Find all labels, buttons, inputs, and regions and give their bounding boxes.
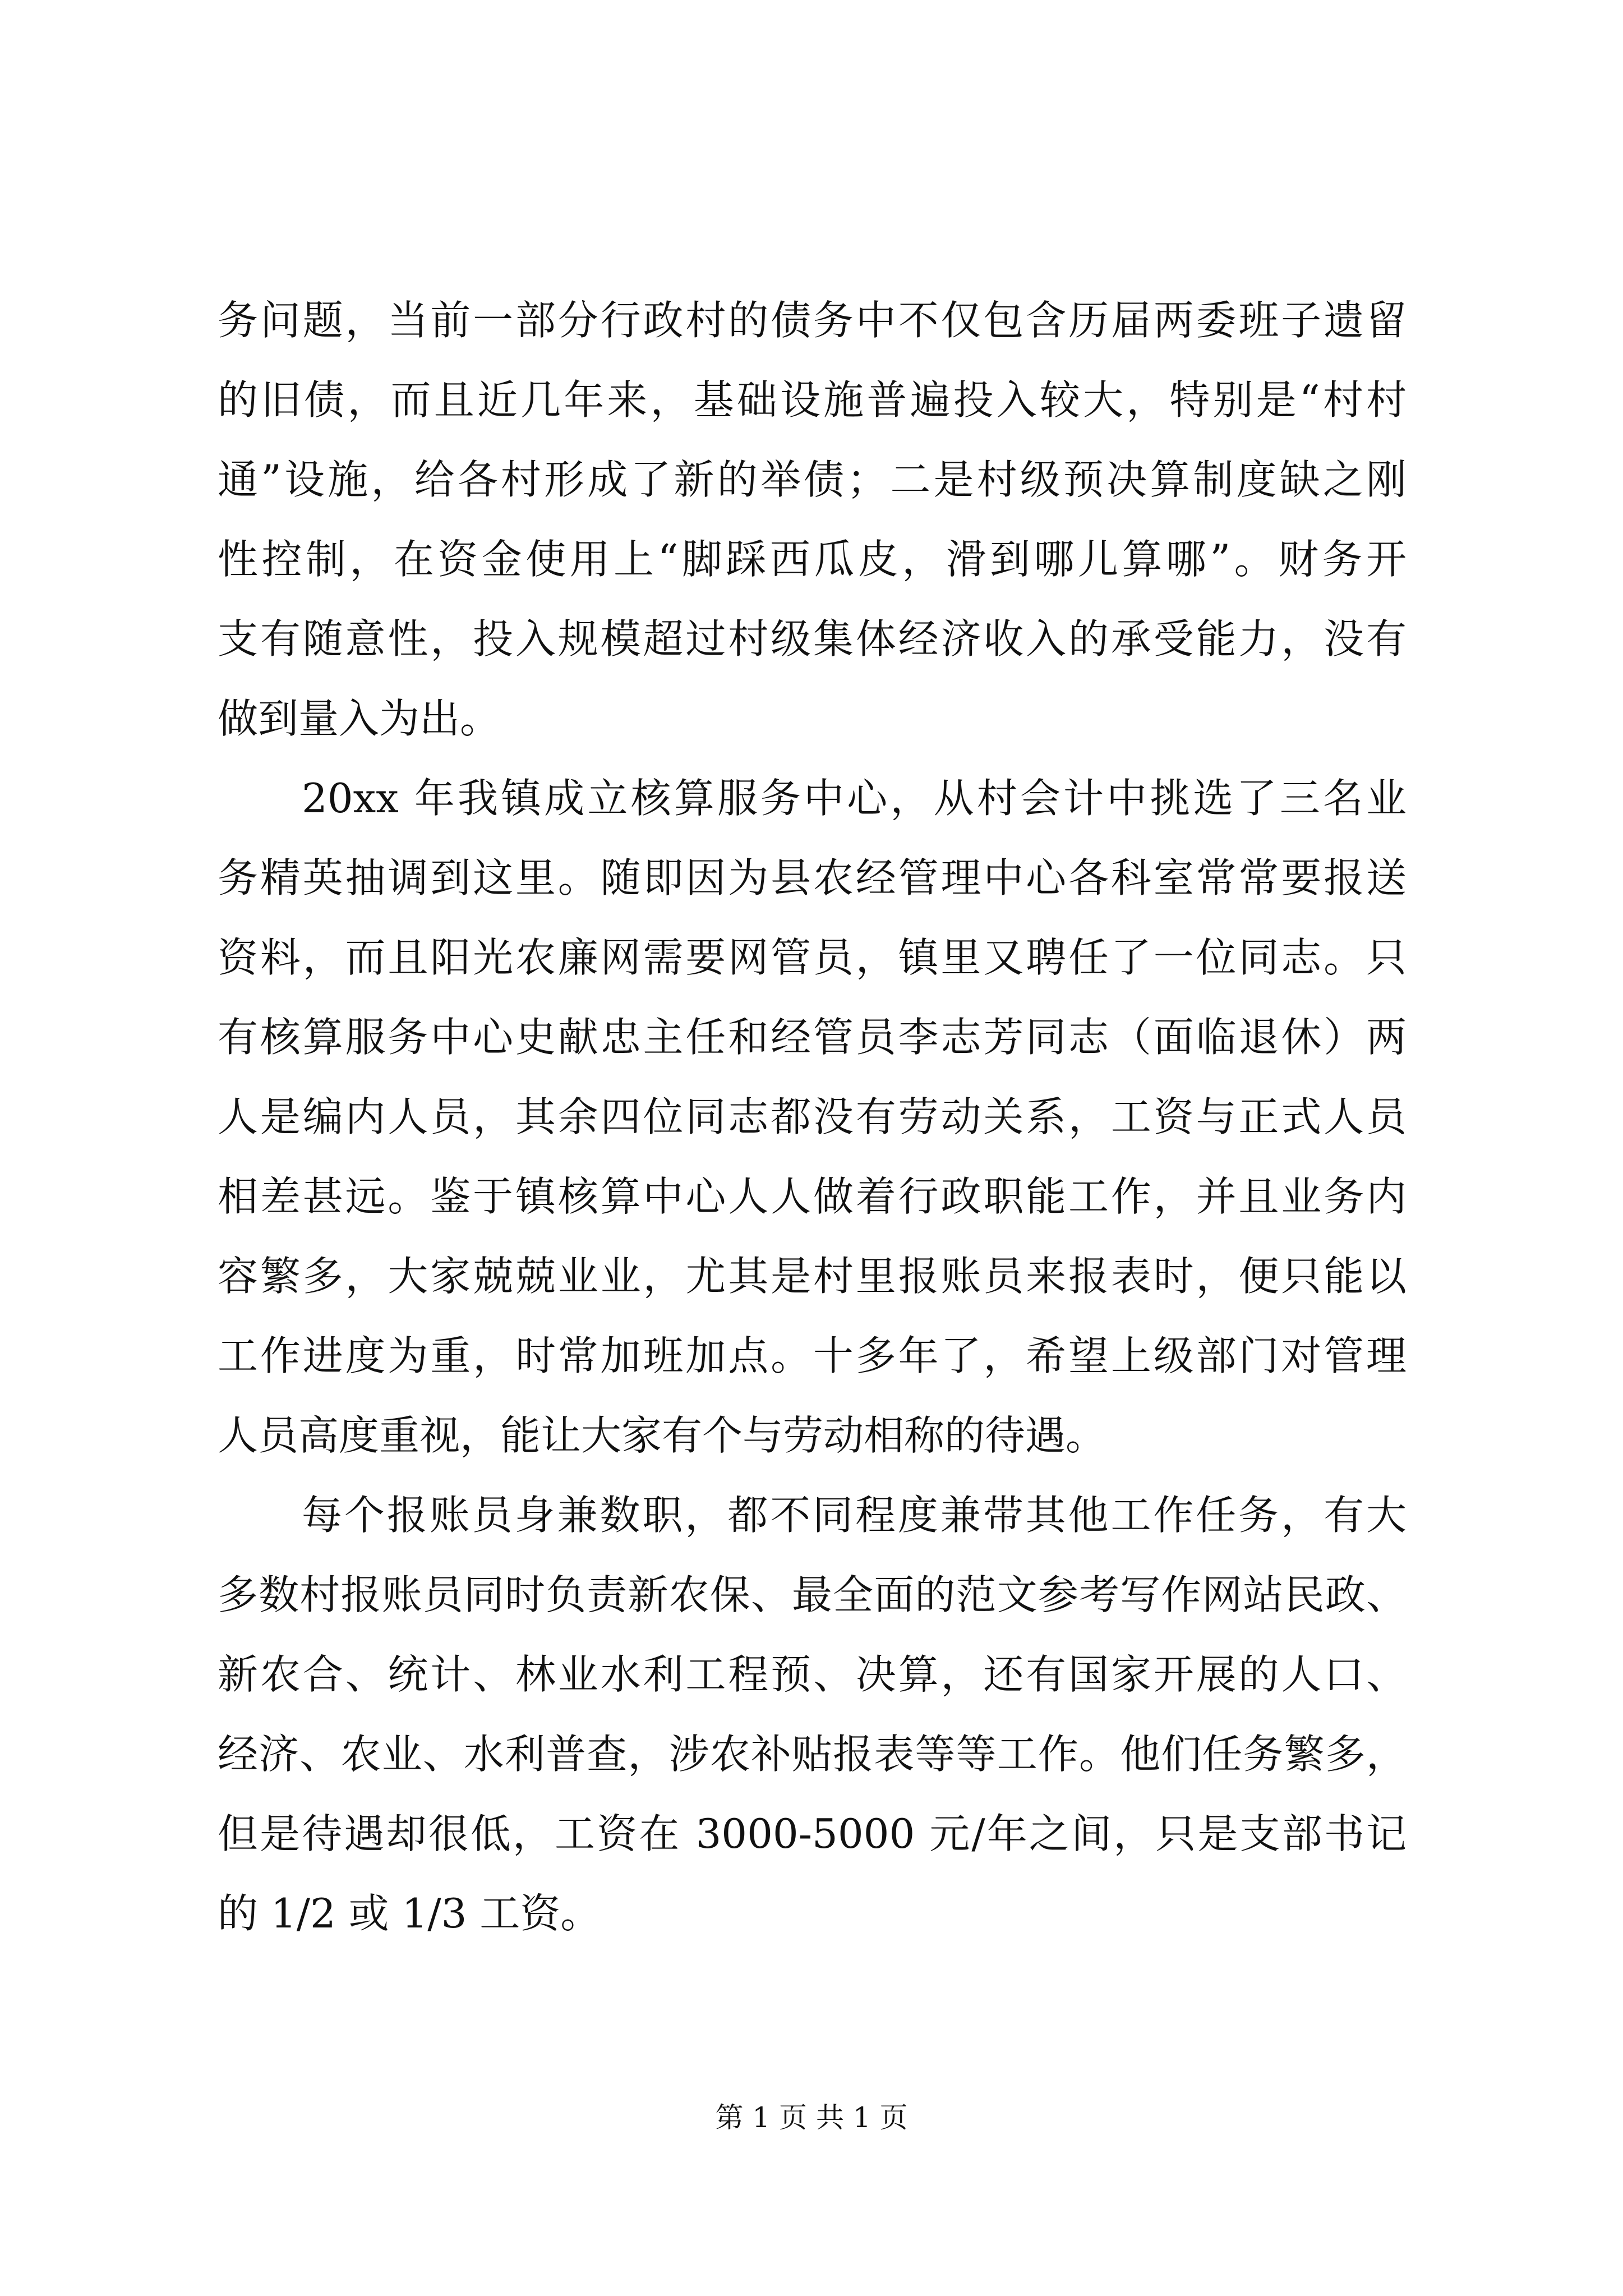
paragraph-3	[218, 1475, 1407, 1953]
text-line: 人是编内人员，其余四位同志都没有劳动关系，工资与正式人员	[218, 1093, 1407, 1140]
text-line: 每个报账员身兼数职，都不同程度兼带其他工作任务，有大	[302, 1492, 1407, 1539]
text-line: 容繁多，大家兢兢业业，尤其是村里报账员来报表时，便只能以	[218, 1253, 1407, 1300]
text-line: 工作进度为重，时常加班加点。十多年了，希望上级部门对管理	[218, 1332, 1407, 1379]
text-line: 通”设施，给各村形成了新的举债；二是村级预决算制度缺之刚	[218, 456, 1407, 503]
text-line: 做到量入为出。	[218, 695, 501, 742]
text-line: 务问题，当前一部分行政村的债务中不仅包含历届两委班子遗留	[218, 297, 1407, 344]
text-line: 的旧债，而且近几年来，基础设施普遍投入较大，特别是“村村	[218, 376, 1407, 424]
text-line: 资料，而且阳光农廉网需要网管员，镇里又聘任了一位同志。只	[218, 934, 1407, 981]
text-line: 多数村报账员同时负责新农保、最全面的范文参考写作网站民政、	[218, 1571, 1407, 1618]
text-line: 的 1/2 或 1/3 工资。	[218, 1890, 601, 1937]
text-line: 人员高度重视，能让大家有个与劳动相称的待遇。	[218, 1412, 1106, 1459]
text-line: 相差甚远。鉴于镇核算中心人人做着行政职能工作，并且业务内	[218, 1173, 1407, 1220]
text-line: 但是待遇却很低，工资在 3000-5000 元/年之间，只是支部书记	[218, 1810, 1407, 1857]
page-footer: 第 1 页 共 1 页	[715, 2101, 908, 2134]
text-line: 支有随意性，投入规模超过村级集体经济收入的承受能力，没有	[218, 615, 1407, 662]
text-line: 有核算服务中心史献忠主任和经管员李志芳同志（面临退休）两	[218, 1014, 1407, 1061]
document-body	[218, 280, 1407, 1953]
paragraph-2	[218, 758, 1407, 1475]
text-line: 新农合、统计、林业水利工程预、决算，还有国家开展的人口、	[218, 1651, 1407, 1698]
text-line: 务精英抽调到这里。随即因为县农经管理中心各科室常常要报送	[218, 854, 1407, 901]
text-line: 性控制，在资金使用上“脚踩西瓜皮，滑到哪儿算哪”。财务开	[218, 536, 1407, 583]
text-line: 经济、农业、水利普查，涉农补贴报表等等工作。他们任务繁多，	[218, 1731, 1407, 1778]
paragraph-1	[218, 280, 1407, 758]
text-line: 20xx 年我镇成立核算服务中心，从村会计中挑选了三名业	[302, 775, 1407, 822]
